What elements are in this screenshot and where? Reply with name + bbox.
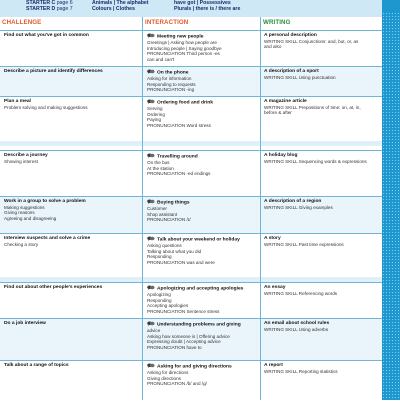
writing-skill: WRITING SKILL Referencing words xyxy=(264,290,338,296)
interaction-item: Asking for information xyxy=(147,76,192,82)
interaction-cell xyxy=(147,321,259,350)
challenge-title: Describe a picture and identify differences xyxy=(4,69,103,74)
interaction-item: advice xyxy=(147,328,161,334)
table-row xyxy=(0,360,382,401)
interaction-cell xyxy=(147,236,259,265)
starter-c-label: STARTER C xyxy=(26,0,56,6)
interaction-title xyxy=(147,321,259,328)
interaction-title xyxy=(147,99,259,106)
starter-band xyxy=(0,0,382,17)
challenge-cell xyxy=(4,321,138,327)
challenge-item: Giving reasons xyxy=(4,210,35,216)
table-row xyxy=(0,233,382,283)
table-row xyxy=(0,318,382,361)
challenge-cell xyxy=(4,285,138,291)
writing-title: A description of a region xyxy=(264,199,322,204)
interaction-cell xyxy=(147,285,259,314)
writing-title: A report xyxy=(264,363,283,368)
table-row xyxy=(0,96,382,139)
interaction-item: Ordering xyxy=(147,111,165,117)
header-writing: WRITING xyxy=(263,19,291,26)
interaction-item: On the bus xyxy=(147,160,170,166)
interaction-title-text: Talk about your weekend or holiday xyxy=(157,237,240,243)
challenge-title: Find out what you've got in common xyxy=(4,33,89,38)
interaction-cell xyxy=(147,153,259,177)
challenge-cell xyxy=(4,99,138,110)
table-row xyxy=(0,150,382,189)
interaction-skill: PRONUNCIATION /b/ and /g/ xyxy=(147,381,207,387)
writing-cell xyxy=(264,69,378,80)
writing-title: A story xyxy=(264,236,281,241)
interaction-title xyxy=(147,33,259,40)
interaction-item: Shop assistant xyxy=(147,211,178,217)
speech-bubbles-icon xyxy=(147,323,157,328)
challenge-cell xyxy=(4,69,138,75)
writing-cell xyxy=(264,236,378,247)
interaction-title xyxy=(147,153,259,160)
table-row xyxy=(0,196,382,234)
writing-cell xyxy=(264,33,378,50)
challenge-cell xyxy=(4,33,138,39)
speech-bubbles-icon xyxy=(147,201,157,206)
interaction-skill: PRONUNCIATION /ɪ/ xyxy=(147,217,191,223)
interaction-cell xyxy=(147,99,259,128)
writing-skill: WRITING SKILL Past time expressions xyxy=(264,241,344,247)
interaction-title xyxy=(147,363,259,370)
challenge-title: Describe a journey xyxy=(4,153,48,158)
page-edge-top xyxy=(382,0,400,12)
interaction-item: Responding xyxy=(147,297,172,303)
challenge-item: Showing interest xyxy=(4,158,38,164)
interaction-item: Responding xyxy=(147,254,172,260)
writing-item: and also xyxy=(264,44,282,50)
writing-title: An essay xyxy=(264,285,286,290)
writing-title: A holiday blog xyxy=(264,153,298,158)
writing-cell xyxy=(264,321,378,332)
interaction-title-text: Understanding problems and giving xyxy=(157,322,241,328)
interaction-cell xyxy=(147,199,259,223)
interaction-item: Greetings | Asking how people are xyxy=(147,40,217,46)
interaction-item: Asking how someone is | Offering advice xyxy=(147,333,230,339)
writing-skill: WRITING SKILL Using adverbs xyxy=(264,326,329,332)
interaction-cell xyxy=(147,33,259,62)
speech-bubbles-icon xyxy=(147,155,157,160)
interaction-skill: PRONUNCIATION was and were xyxy=(147,259,215,265)
challenge-cell xyxy=(4,199,138,221)
interaction-skill: PRONUNCIATION -ing xyxy=(147,87,195,93)
interaction-title xyxy=(147,236,259,243)
column-divider xyxy=(260,17,261,400)
interaction-item: Apologizing xyxy=(147,292,171,298)
table-row xyxy=(0,66,382,97)
writing-skill: WRITING SKILL Prepositions of time: on, at, in, xyxy=(264,104,361,110)
starter-d-grammar: Plurals | there is / there are xyxy=(174,6,241,12)
interaction-item: Asking questions xyxy=(147,243,182,249)
writing-skill: WRITING SKILL Conjunctions: and, but, or, as xyxy=(264,38,359,44)
writing-cell xyxy=(264,199,378,210)
interaction-skill: PRONUNCIATION Sentence stress xyxy=(147,308,220,314)
column-divider xyxy=(142,17,143,400)
interaction-cell xyxy=(147,69,259,93)
interaction-item: Paying xyxy=(147,117,162,123)
interaction-title xyxy=(147,69,259,76)
writing-skill: WRITING SKILL Using punctuation xyxy=(264,74,336,80)
challenge-title: Work in a group to solve a problem xyxy=(4,199,86,204)
challenge-item: Agreeing and disagreeing xyxy=(4,215,57,221)
interaction-skill: PRONUNCIATION Third person -es xyxy=(147,51,220,57)
challenge-cell xyxy=(4,363,138,369)
interaction-title-text: Meeting new people xyxy=(157,34,204,40)
interaction-item: At the station xyxy=(147,165,174,171)
interaction-title-text: On the phone xyxy=(157,70,189,76)
interaction-item: Talking about what you did xyxy=(147,248,202,254)
header-interaction: INTERACTION xyxy=(145,19,189,26)
interaction-title xyxy=(147,285,259,292)
challenge-title: Interview suspects and solve a crime xyxy=(4,236,91,241)
starter-d-topics: Colours | Clothes xyxy=(92,6,135,12)
writing-skill: WRITING SKILL Giving examples xyxy=(264,204,333,210)
speech-bubbles-icon xyxy=(147,71,157,76)
writing-title: An email about school rules xyxy=(264,321,330,326)
writing-skill: WRITING SKILL Sequencing words & expressions xyxy=(264,158,367,164)
speech-bubbles-icon xyxy=(147,287,157,292)
writing-cell xyxy=(264,99,378,116)
challenge-item: Checking a story xyxy=(4,241,39,247)
speech-bubbles-icon xyxy=(147,238,157,243)
interaction-title xyxy=(147,199,259,206)
interaction-title-text: Buying things xyxy=(157,200,190,206)
interaction-cell xyxy=(147,363,259,387)
challenge-title: Find out about other people's experiences xyxy=(4,285,103,290)
starter-c-page: page 6 xyxy=(56,0,73,6)
speech-bubbles-icon xyxy=(147,101,157,106)
interaction-title-text: Asking for and giving directions xyxy=(157,364,232,370)
starter-d-page: page 7 xyxy=(56,6,73,12)
interaction-item: Giving directions xyxy=(147,375,181,381)
challenge-cell xyxy=(4,236,138,247)
starter-d-label: STARTER D xyxy=(26,6,56,12)
interaction-title-text: Ordering food and drink xyxy=(157,100,213,106)
speech-bubbles-icon xyxy=(147,35,157,40)
interaction-skill: PRONUNCIATION have to xyxy=(147,344,202,350)
challenge-title: Plan a meal xyxy=(4,99,31,104)
table-row xyxy=(0,282,382,319)
interaction-item: Introducing people | Saying goodbye xyxy=(147,45,222,51)
interaction-item: Accepting apologies xyxy=(147,303,189,309)
writing-title: A magazine article xyxy=(264,99,307,104)
interaction-title-text: Travelling around xyxy=(157,154,198,160)
starter-d xyxy=(26,6,73,12)
challenge-item: Making suggestions xyxy=(4,204,45,210)
interaction-item: can and can't xyxy=(147,56,175,62)
interaction-skill: PRONUNCIATION Word stress xyxy=(147,122,211,128)
writing-cell xyxy=(264,153,378,164)
interaction-skill: PRONUNCIATION -ed endings xyxy=(147,171,211,177)
interaction-item: Responding to requests xyxy=(147,81,196,87)
interaction-item: Asking for directions xyxy=(147,370,189,376)
writing-skill: WRITING SKILL Reporting statistics xyxy=(264,368,338,374)
writing-cell xyxy=(264,363,378,374)
writing-title: A description of a sport xyxy=(264,69,319,74)
speech-bubbles-icon xyxy=(147,365,157,370)
interaction-title-text: Apologizing and accepting apologies xyxy=(157,286,244,292)
header-challenge: CHALLENGE xyxy=(2,19,42,26)
unit-separator xyxy=(0,141,382,146)
writing-item: before & after xyxy=(264,110,292,116)
starter-c-topics: Animals | The alphabet xyxy=(92,0,149,6)
interaction-item: Expressing doubt | Accepting advice xyxy=(147,339,221,345)
starter-c-grammar: have got | Possessives xyxy=(174,0,231,6)
challenge-title: Do a job interview xyxy=(4,321,46,326)
interaction-item: Customer xyxy=(147,206,167,212)
page-edge-pattern xyxy=(382,0,400,400)
challenge-title: Talk about a range of topics xyxy=(4,363,69,368)
writing-title: A personal description xyxy=(264,33,317,38)
challenge-cell xyxy=(4,153,138,164)
writing-cell xyxy=(264,285,378,296)
challenge-item: Problem solving and making suggestions xyxy=(4,104,88,110)
interaction-item: Serving xyxy=(147,106,163,112)
table-row xyxy=(0,30,382,67)
